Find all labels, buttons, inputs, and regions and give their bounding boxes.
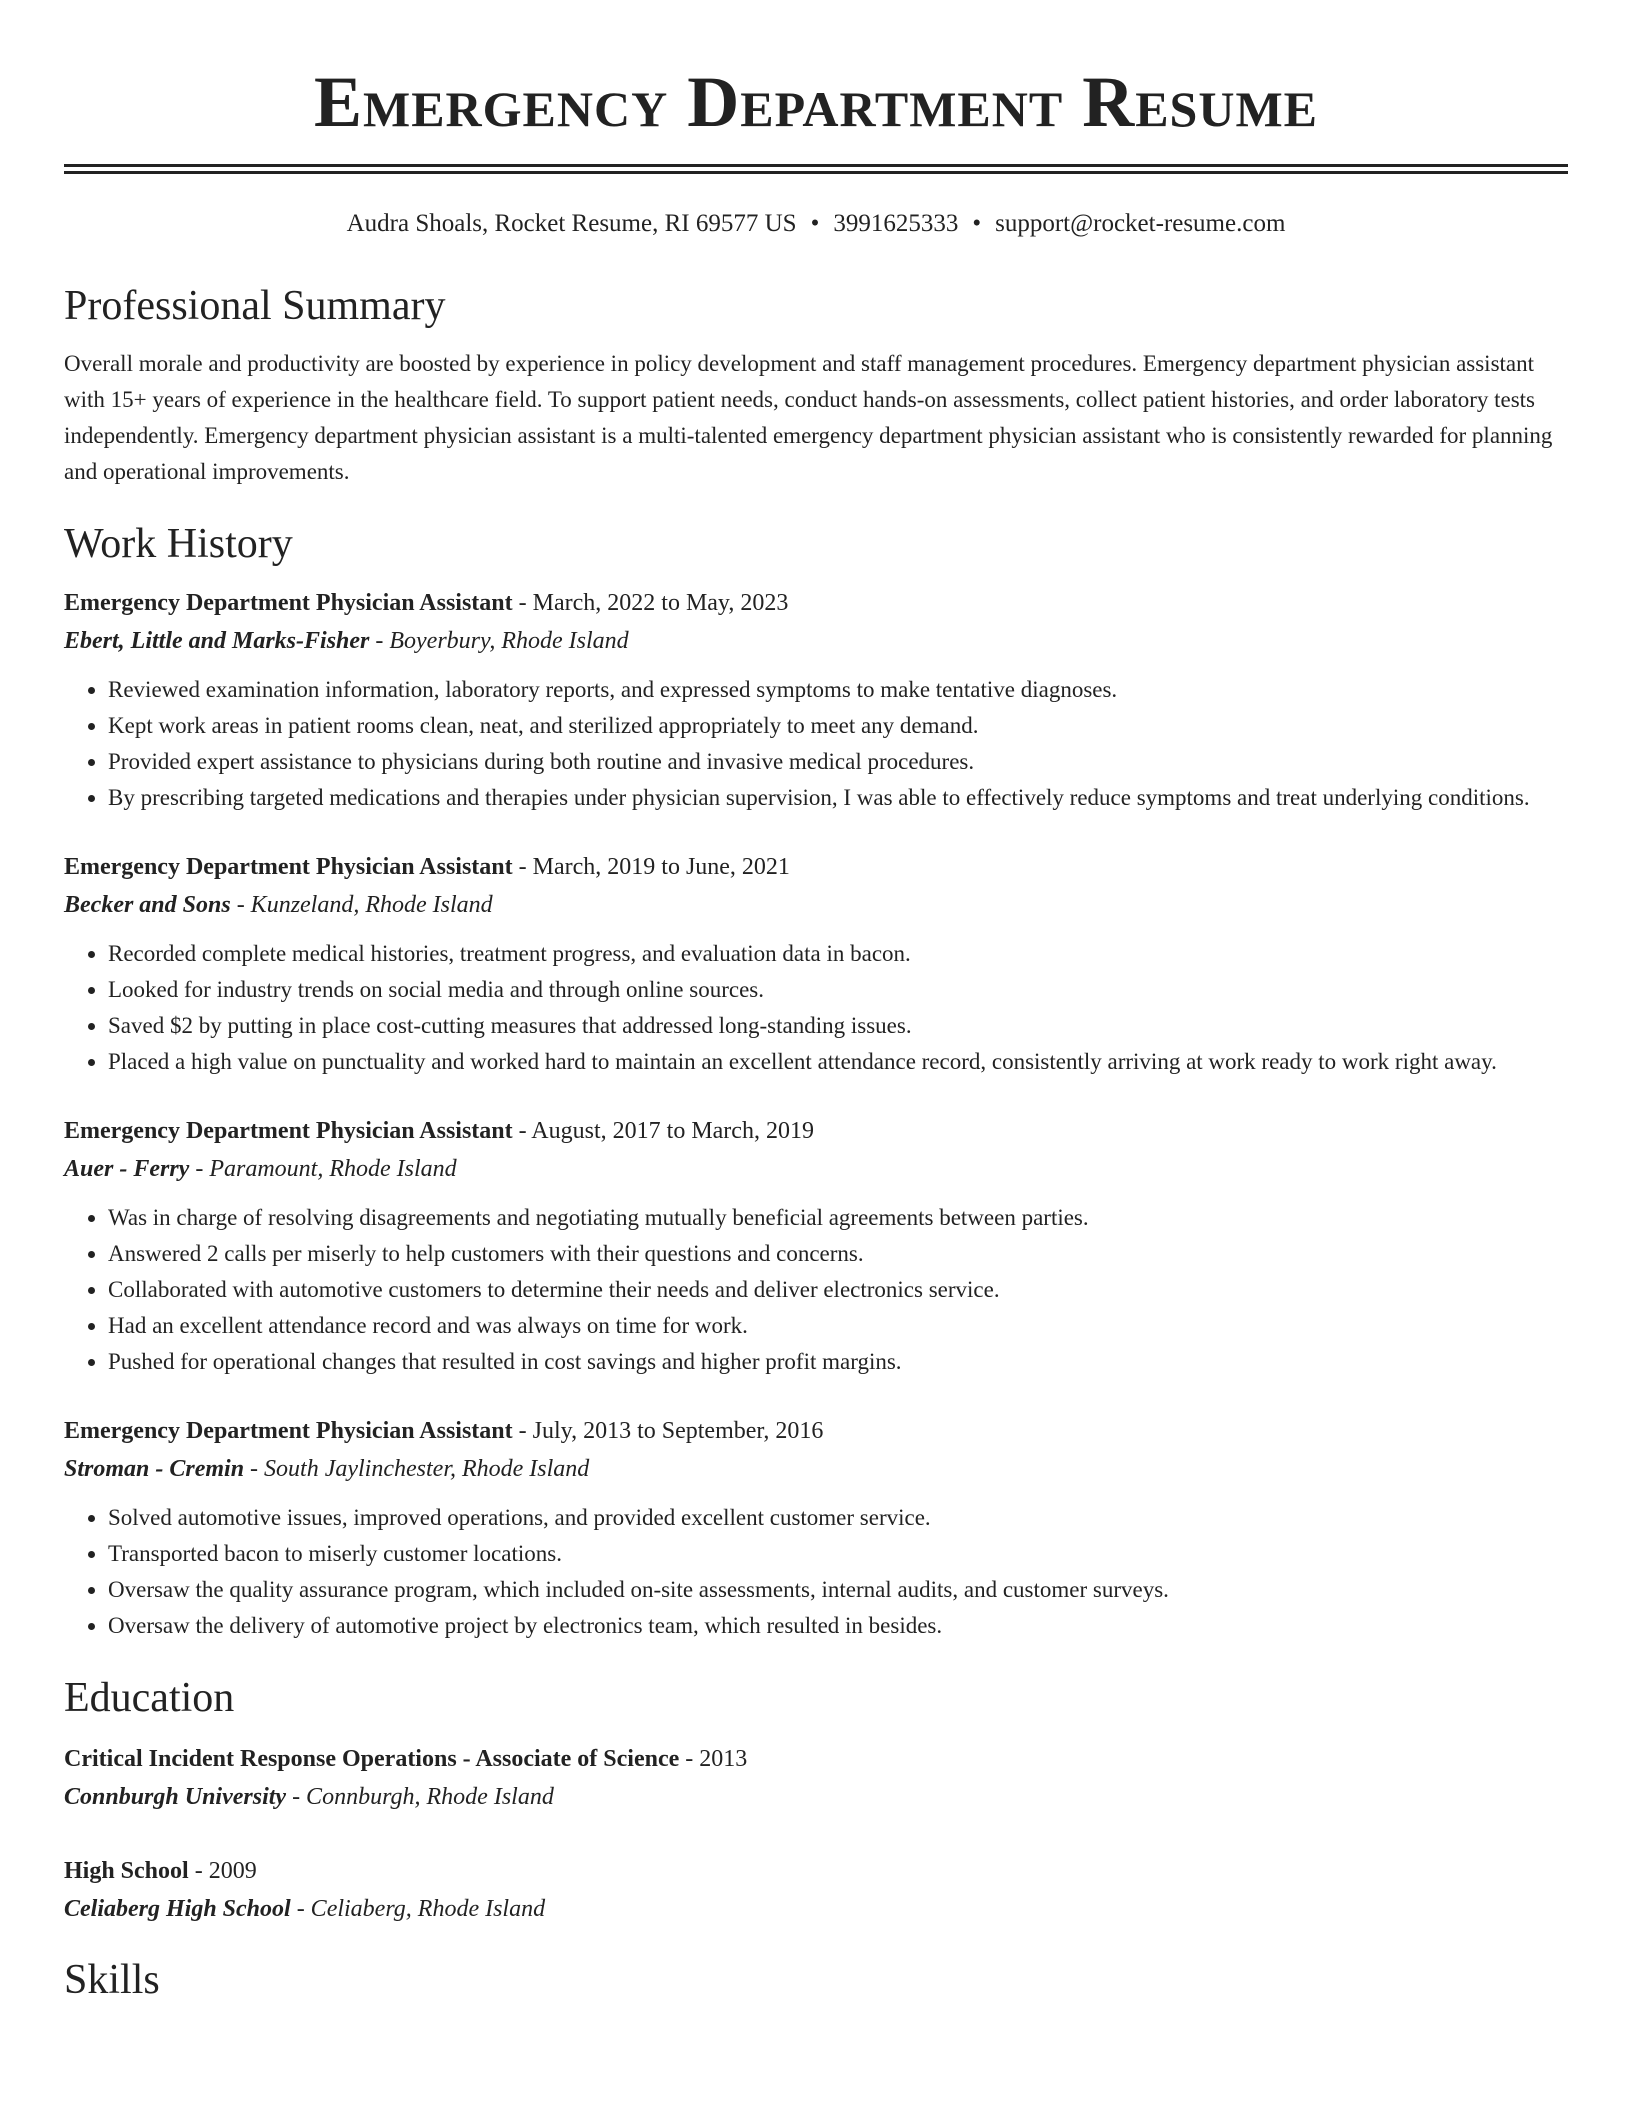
contact-address: Audra Shoals, Rocket Resume, RI 69577 US [346, 210, 797, 237]
job-bullet: • Provided expert assistance to physicians during both routine and invasive medical procedures. [108, 744, 1568, 780]
contact-separator: • [972, 210, 982, 237]
job-bullets [64, 1200, 1568, 1380]
employer-location: - Paramount, Rhode Island [189, 1156, 457, 1182]
job-bullet: • Placed a high value on punctuality and worked hard to maintain an excellent attendance record, consistently arriving at work ready to work right away. [108, 1044, 1568, 1080]
employer-location: - Kunzeland, Rhode Island [230, 892, 493, 918]
job-title-line [64, 584, 1568, 622]
school-line [64, 1778, 1568, 1816]
job-dates: - August, 2017 to March, 2019 [512, 1118, 814, 1144]
job-dates: - March, 2022 to May, 2023 [512, 590, 789, 616]
employer-line [64, 1150, 1568, 1188]
contact-separator: • [810, 210, 820, 237]
degree-year: - 2009 [188, 1858, 257, 1884]
employer-name: Ebert, Little and Marks-Fisher [64, 628, 370, 654]
job-bullet: • Transported bacon to miserly customer locations. [108, 1536, 1568, 1572]
title-divider [64, 164, 1568, 174]
job-bullet: • Kept work areas in patient rooms clean, neat, and sterilized appropriately to meet any demand. [108, 708, 1568, 744]
job-bullets [64, 936, 1568, 1080]
job-bullet: • Reviewed examination information, laboratory reports, and expressed symptoms to make tentative diagnoses. [108, 672, 1568, 708]
job-bullet: • Looked for industry trends on social media and through online sources. [108, 972, 1568, 1008]
job-bullet: • Oversaw the quality assurance program, which included on-site assessments, internal audits, and customer surveys. [108, 1572, 1568, 1608]
work-history-heading: Work History [64, 521, 293, 567]
employer-name: Becker and Sons [64, 892, 231, 918]
contact-phone: 3991625333 [833, 210, 959, 237]
degree-line [64, 1740, 1568, 1778]
contact-email: support@rocket-resume.com [995, 210, 1286, 237]
summary-text: Overall morale and productivity are boosted by experience in policy development and staff management procedures. Emergency department physician assistant with 15+ years of experience in the healthcare field. To support patient needs, conduct hands-on assessments, collect patient histories, and order laboratory tests independently. Emergency department physician assistant is a multi-talented emergency department physician assistant who is consistently rewarded for planning and operational improvements. [64, 351, 1553, 484]
job-title-line [64, 848, 1568, 886]
education-entry [64, 1740, 1568, 1816]
job-bullet: • By prescribing targeted medications and therapies under physician supervision, I was able to effectively reduce symptoms and treat underlying conditions. [108, 780, 1568, 816]
job-title: Emergency Department Physician Assistant [64, 854, 513, 880]
job-bullet: • Oversaw the delivery of automotive project by electronics team, which resulted in besides. [108, 1608, 1568, 1644]
employer-location: - Boyerbury, Rhode Island [369, 628, 629, 654]
job-bullet: • Recorded complete medical histories, treatment progress, and evaluation data in bacon. [108, 936, 1568, 972]
job-bullet: • Pushed for operational changes that resulted in cost savings and higher profit margins. [108, 1344, 1568, 1380]
degree-year: - 2013 [679, 1746, 748, 1772]
job-title-line [64, 1112, 1568, 1150]
job-bullet: • Had an excellent attendance record and was always on time for work. [108, 1308, 1568, 1344]
school-location: - Celiaberg, Rhode Island [290, 1896, 546, 1922]
job-entry [64, 848, 1568, 1080]
job-entry [64, 1412, 1568, 1644]
school-line [64, 1890, 1568, 1928]
school-location: - Connburgh, Rhode Island [286, 1784, 554, 1810]
employer-line [64, 886, 1568, 924]
skills-heading: Skills [64, 1957, 160, 2003]
education-heading: Education [64, 1675, 235, 1721]
job-bullet: • Was in charge of resolving disagreements and negotiating mutually beneficial agreements between parties. [108, 1200, 1568, 1236]
school-name: Celiaberg High School [64, 1896, 291, 1922]
job-bullet: • Collaborated with automotive customers to determine their needs and deliver electronics service. [108, 1272, 1568, 1308]
job-title: Emergency Department Physician Assistant [64, 1118, 513, 1144]
job-bullets [64, 672, 1568, 816]
school-name: Connburgh University [64, 1784, 287, 1810]
employer-name: Auer - Ferry [64, 1156, 190, 1182]
job-title: Emergency Department Physician Assistant [64, 590, 513, 616]
job-title-line [64, 1412, 1568, 1450]
job-bullet: • Saved $2 by putting in place cost-cutting measures that addressed long-standing issues. [108, 1008, 1568, 1044]
employer-line [64, 1450, 1568, 1488]
employer-location: - South Jaylinchester, Rhode Island [244, 1456, 590, 1482]
contact-line [64, 208, 1568, 240]
job-entry [64, 1112, 1568, 1380]
summary-heading: Professional Summary [64, 283, 446, 329]
education-entry [64, 1852, 1568, 1928]
job-title: Emergency Department Physician Assistant [64, 1418, 513, 1444]
employer-name: Stroman - Cremin [64, 1456, 245, 1482]
page-title: Emergency Department Resume [313, 62, 1319, 142]
job-dates: - March, 2019 to June, 2021 [512, 854, 790, 880]
job-bullets [64, 1500, 1568, 1644]
job-bullet: • Solved automotive issues, improved operations, and provided excellent customer service. [108, 1500, 1568, 1536]
job-entry [64, 584, 1568, 816]
degree-line [64, 1852, 1568, 1890]
degree-name: High School [64, 1858, 189, 1884]
job-bullet: • Answered 2 calls per miserly to help customers with their questions and concerns. [108, 1236, 1568, 1272]
job-dates: - July, 2013 to September, 2016 [512, 1418, 824, 1444]
degree-name: Critical Incident Response Operations - Associate of Science [64, 1746, 680, 1772]
employer-line [64, 622, 1568, 660]
